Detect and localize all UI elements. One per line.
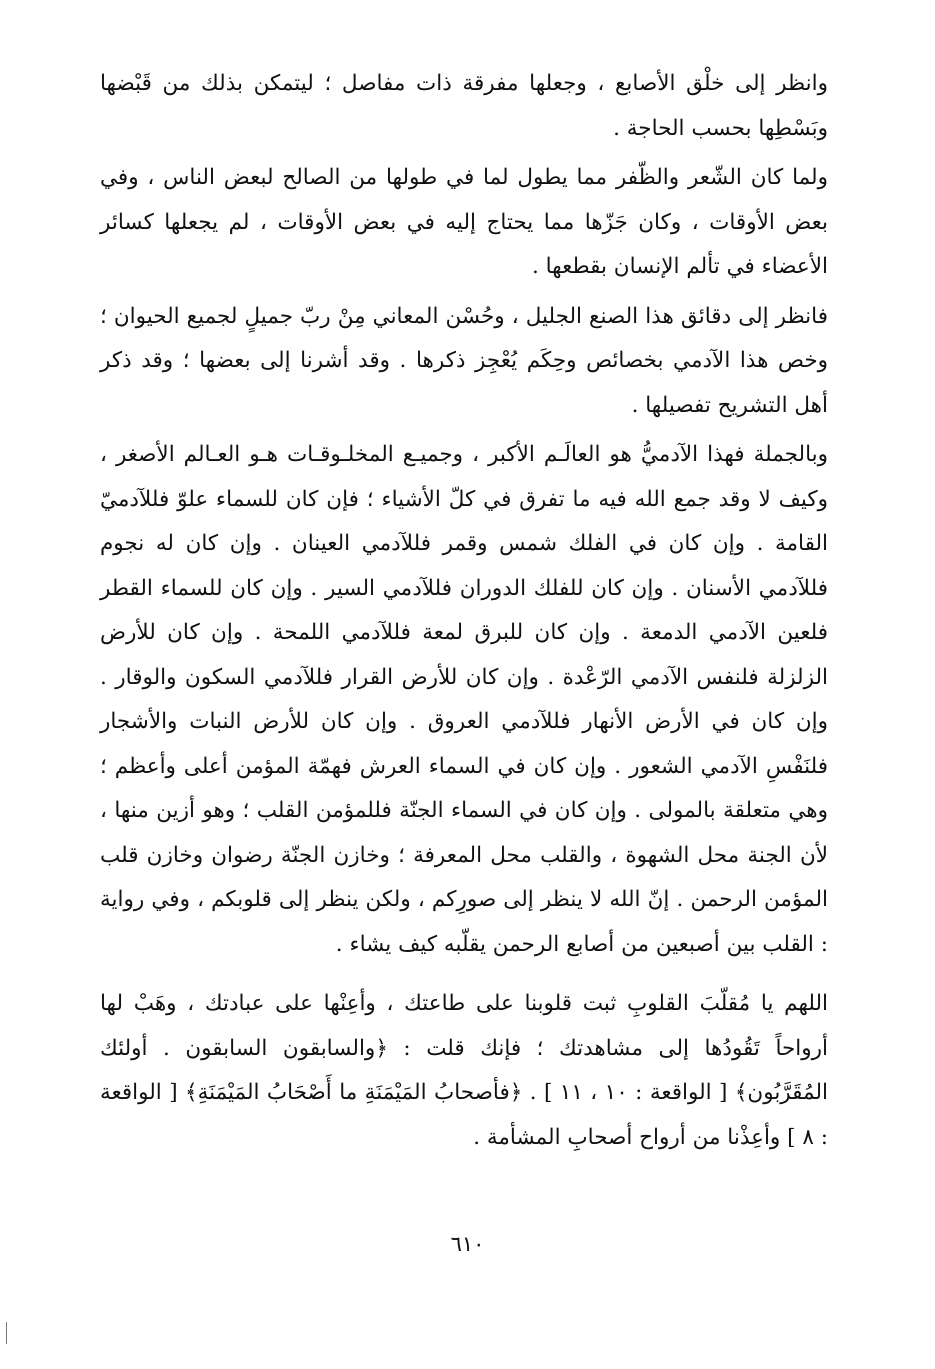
scan-edge-mark xyxy=(6,1322,7,1344)
page-number: ٦١٠ xyxy=(450,1232,485,1256)
paragraph-supplication: اللهم يا مُقلّبَ القلوبِ ثبت قلوبنا على طاعتك ، وأعِنْها على عبادتك ، وهَبْ لها أرواحاً تَقُودُها إلى مشاهدتك ؛ فإنك قلت : ﴿والسابقون السابقون . أولئك المُقَرَّبُون﴾ [ الواقعة : ١٠ ، ١١ ] . ﴿فأصحابُ المَيْمَنَةِ ما أَصْحَابُ المَيْمَنَةِ﴾ [ الواقعة : ٨ ] وأعِذْنا من أرواح أصحابِ المشأمة . xyxy=(100,991,828,1150)
paragraph-fingers: وانظر إلى خلْق الأصابع ، وجعلها مفرقة ذات مفاصل ؛ ليتمكن بذلك من قَبْضها وبَسْطِها بحسب الحاجة . xyxy=(100,71,828,141)
paragraph-hair-nails: ولما كان الشّعر والظّفر مما يطول لما في طولها من الصالح لبعض الناس ، وفي بعض الأوقات ، وكان جَزّها مما يحتاج إليه في بعض الأوقات ، لم يجعلها كسائر الأعضاء في تألم الإنسان بقطعها . xyxy=(100,165,828,279)
paragraph-microcosm: وبالجملة فهذا الآدميُّ هو العالَـم الأكبر ، وجميـع المخلـوقـات هـو العـالم الأصغر ، وكيف لا وقد جمع الله فيه ما تفرق في كلّ الأشياء ؛ فإن كان للسماء علوّ فللآدميّ القامة . وإن كان في الفلك شمس وقمر فللآدمي العينان . وإن كان له نجوم فللآدمي الأسنان . وإن كان للفلك الدوران فللآدمي السير . وإن كان للسماء القطر فلعين الآدمي الدمعة . وإن كان للبرق لمعة فللآدمي اللمحة . وإن كان للأرض الزلزلة فلنفس الآدمي الرّعْدة . وإن كان للأرض القرار فللآدمي السكون والوقار . وإن كان في الأرض الأنهار فللآدمي العروق . وإن كان للأرض النبات والأشجار فلنَفْسِ الآدمي الشعور . وإن كان في السماء العرش فهمّة المؤمن أعلى وأعظم ؛ وهي متعلقة بالمولى . وإن كان في السماء الجنّة فللمؤمن القلب ؛ وهو أزين منها ، لأن الجنة محل الشهوة ، والقلب محل المعرفة ؛ وخازن الجنّة رضوان وخازن قلب المؤمن الرحمن . إنّ الله لا ينظر إلى صورِكم ، ولكن ينظر إلى قلوبكم ، وفي رواية : القلب بين أصبعين من أصابع الرحمن يقلّبه كيف يشاء . xyxy=(100,442,828,957)
page-body xyxy=(100,62,828,1160)
paragraph-craftsmanship: فانظر إلى دقائق هذا الصنع الجليل ، وحُسْن المعاني مِنْ ربّ جميلٍ لجميع الحيوان ؛ وخص هذا الآدمي بخصائص وحِكَم يُعْجِز ذكرها . وقد أشرنا إلى بعضها ؛ وقد ذكر أهل التشريح تفصيلها . xyxy=(100,303,828,418)
